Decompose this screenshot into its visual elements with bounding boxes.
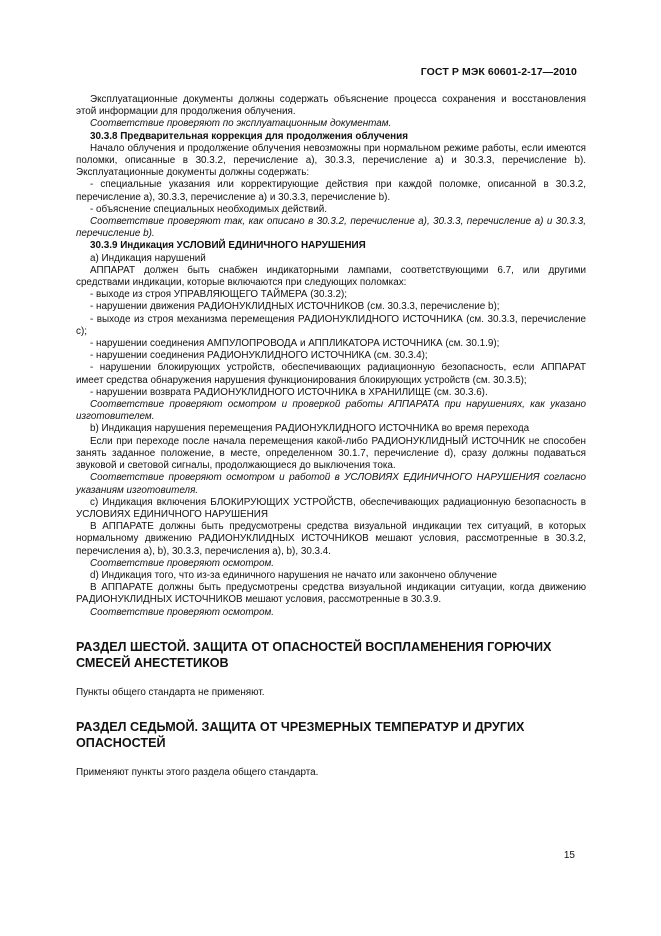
compliance-note: Соответствие проверяют осмотром.: [90, 557, 275, 569]
section-six-text: Пункты общего стандарта не применяют.: [76, 686, 265, 698]
compliance-note: Соответствие проверяют так, как описано в 30.3.2, перечисление а), 30.3.3, перечисление а) и 30.3.3, перечисление b).: [76, 216, 586, 240]
paragraph: В АППАРАТЕ должны быть предусмотрены средства визуальной индикации ситуации, когда движению РАДИОНУКЛИДНЫХ ИСТОЧНИКОВ мешают условия, рассмотренные в 30.3.9.: [76, 582, 586, 606]
compliance-note: Соответствие проверяют осмотром и работой в УСЛОВИЯХ ЕДИНИЧНОГО НАРУШЕНИЯ согласно указаниям изготовителя.: [76, 472, 586, 496]
clause-heading-30-3-8: 30.3.8 Предварительная коррекция для продолжения облучения: [90, 130, 408, 142]
paragraph: АППАРАТ должен быть снабжен индикаторными лампами, соответствующими 6.7, или другими средствами индикации, которые включаются при следующих поломках:: [76, 264, 586, 289]
subclause-heading: а) Индикация нарушений: [90, 252, 206, 264]
list-item: - нарушении возврата РАДИОНУКЛИДНОГО ИСТОЧНИКА в ХРАНИЛИЩЕ (см. 30.3.6).: [90, 386, 488, 398]
paragraph: Начало облучения и продолжение облучения невозможны при нормальном режиме работы, если имеются поломки, описанные в 30.3.2, перечисление а), 30.3.3, перечисление а) и 30.3.3, перечисление b). Эксплуатационные документы должны содержать:: [76, 142, 586, 179]
document-code-header: ГОСТ Р МЭК 60601-2-17—2010: [420, 66, 577, 78]
document-body: [76, 94, 586, 779]
subclause-heading: b) Индикация нарушения перемещения РАДИОНУКЛИДНОГО ИСТОЧНИКА во время перехода: [90, 423, 530, 435]
list-item: - нарушении соединения АМПУЛОПРОВОДА и АППЛИКАТОРА ИСТОЧНИКА (см. 30.1.9);: [90, 338, 500, 350]
paragraph: Если при переходе после начала перемещения какой-либо РАДИОНУКЛИДНЫЙ ИСТОЧНИК не способен занять заданное положение, в месте, определенном 30.1.7, перечисление d), сразу должны подаваться звуковой и световой сигналы, продолжающиеся до выключения тока.: [76, 435, 586, 472]
list-item: - выходе из строя УПРАВЛЯЮЩЕГО ТАЙМЕРА (30.3.2);: [90, 289, 348, 301]
list-item: - специальные указания или корректирующие действия при каждой поломке, описанной в 30.3.2, перечисление а), 30.3.3, перечисление а) и 30.3.3, перечисление b).: [76, 179, 586, 203]
paragraph: Эксплуатационные документы должны содержать объяснение процесса сохранения и восстановления этой информации для продолжения облучения.: [76, 94, 586, 118]
list-item: - нарушении соединения РАДИОНУКЛИДНОГО ИСТОЧНИКА (см. 30.3.4);: [90, 350, 428, 362]
list-item: - нарушении движения РАДИОНУКЛИДНЫХ ИСТОЧНИКОВ (см. 30.3.3, перечисление b);: [90, 301, 500, 313]
subclause-heading: с) Индикация включения БЛОКИРУЮЩИХ УСТРОЙСТВ, обеспечивающих радиационную безопасность в УСЛОВИЯХ ЕДИНИЧНОГО НАРУШЕНИЯ: [76, 496, 586, 520]
compliance-note: Соответствие проверяют по эксплуатационным документам.: [90, 118, 392, 130]
section-seven-text: Применяют пункты этого раздела общего стандарта.: [76, 766, 319, 778]
list-item: - нарушении блокирующих устройств, обеспечивающих радиационную безопасность, если АППАРАТ имеет средства обнаружения нарушения функционирования блокирующих устройств (см. 30.3.5);: [76, 362, 586, 386]
clause-heading-30-3-9: 30.3.9 Индикация УСЛОВИЙ ЕДИНИЧНОГО НАРУШЕНИЯ: [90, 240, 366, 252]
compliance-note: Соответствие проверяют осмотром.: [90, 606, 275, 618]
section-seven-title: РАЗДЕЛ СЕДЬМОЙ. ЗАЩИТА ОТ ЧРЕЗМЕРНЫХ ТЕМПЕРАТУР И ДРУГИХ ОПАСНОСТЕЙ: [76, 719, 525, 750]
subclause-heading: d) Индикация того, что из-за единичного нарушения не начато или закончено облучение: [90, 569, 498, 581]
section-six-title: РАЗДЕЛ ШЕСТОЙ. ЗАЩИТА ОТ ОПАСНОСТЕЙ ВОСПЛАМЕНЕНИЯ ГОРЮЧИХ СМЕСЕЙ АНЕСТЕТИКОВ: [76, 639, 552, 670]
page-number: 15: [563, 850, 575, 861]
list-item: - выходе из строя механизма перемещения РАДИОНУКЛИДНОГО ИСТОЧНИКА (см. 30.3.3, перечисление с);: [76, 313, 586, 337]
compliance-note: Соответствие проверяют осмотром и проверкой работы АППАРАТА при нарушениях, как указано изготовителем.: [76, 399, 586, 423]
list-item: - объяснение специальных необходимых действий.: [90, 203, 328, 215]
paragraph: В АППАРАТЕ должны быть предусмотрены средства визуальной индикации тех ситуаций, в которых нормальному движению РАДИОНУКЛИДНЫХ ИСТОЧНИКОВ мешают условия, рассмотренные в 30.3.2, перечисления а), b), 30.3.3, перечисления а), b), 30.3.4.: [76, 521, 586, 557]
